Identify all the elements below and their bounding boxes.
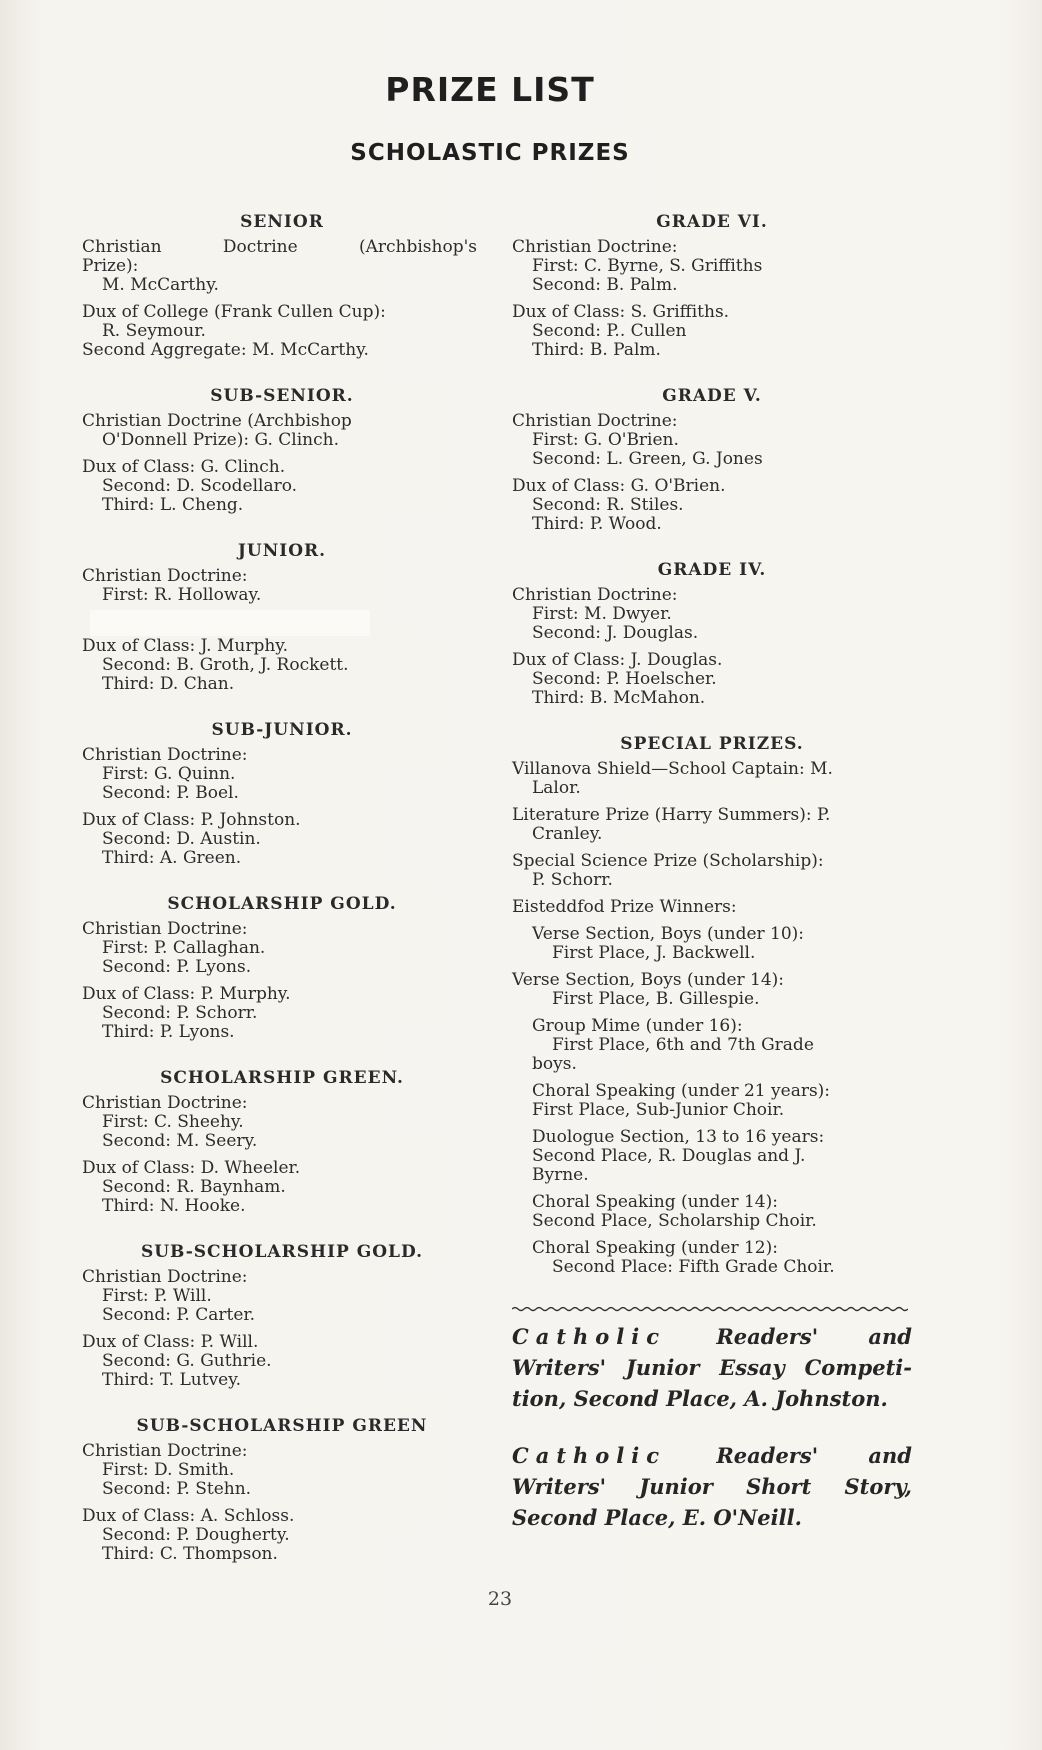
text-word: Short [746,1474,812,1499]
text-word: (Archbishop's [358,237,477,257]
catholic-story-award [512,1440,912,1533]
text-line: Second: P. Boel. [102,783,239,803]
text-line: Dux of Class: J. Murphy. [82,636,289,656]
text-line: Special Science Prize (Scholarship): [512,851,824,871]
text-line: Second: B. Groth, J. Rockett. [102,655,349,675]
section-heading: SPECIAL PRIZES. [620,734,804,754]
text-line: Second: P. Dougherty. [102,1525,290,1545]
text-line: Third: C. Thompson. [102,1544,278,1564]
text-line: First Place, J. Backwell. [552,943,756,963]
text-word: Christian [82,237,162,257]
text-word: and [868,1443,912,1468]
catholic-essay-award [512,1321,912,1414]
section-heading: SCHOLARSHIP GREEN. [160,1068,404,1088]
section-grade-iv [512,560,912,708]
text-line: Second Aggregate: M. McCarthy. [82,340,369,360]
text-line: Third: D. Chan. [102,674,235,694]
text-line: Christian Doctrine: [82,566,248,586]
text-line: tion, Second Place, A. Johnston. [512,1386,888,1411]
section-scholarship-green [82,1068,482,1216]
text-line: Choral Speaking (under 14): [532,1192,778,1212]
section-heading: GRADE IV. [657,560,767,580]
text-line: First: C. Byrne, S. Griffiths [532,256,763,276]
text-word: Story, [844,1474,912,1499]
section-heading: SUB-SENIOR. [210,386,354,406]
text-line: Cranley. [532,824,603,844]
section-scholarship-gold [82,894,482,1042]
section-grade-v [512,386,912,534]
text-word: Catholic [512,1324,667,1349]
text-line: Third: B. Palm. [532,340,661,360]
text-line: Third: P. Lyons. [102,1022,235,1042]
text-line: First: D. Smith. [102,1460,235,1480]
text-line: Second: D. Austin. [102,829,261,849]
text-word: Junior [625,1355,700,1380]
text-line: Christian Doctrine: [512,585,678,605]
text-word: Writers' [512,1474,607,1499]
text-line: First: R. Holloway. [102,585,262,605]
text-line: Second: B. Palm. [532,275,678,295]
text-line [82,238,477,257]
text-line: Christian Doctrine (Archbishop [82,411,352,431]
text-line: Second: P. Stehn. [102,1479,252,1499]
text-line: Second: P. Carter. [102,1305,256,1325]
text-line: First Place, Sub-Junior Choir. [532,1100,785,1120]
text-line: First: C. Sheehy. [102,1112,244,1132]
text-line: Third: A. Green. [102,848,242,868]
text-line: M. McCarthy. [102,275,219,295]
section-heading: SUB-JUNIOR. [211,720,353,740]
text-line: Choral Speaking (under 12): [532,1238,778,1258]
text-word: Readers' [716,1324,819,1349]
text-line: Third: L. Cheng. [102,495,244,515]
text-line [512,1471,912,1502]
text-line: Second Place, R. Douglas and J. [532,1146,806,1166]
text-line: Second Place: Fifth Grade Choir. [552,1257,835,1277]
section-sub-senior [82,386,482,515]
text-line: Second: R. Baynham. [102,1177,286,1197]
text-line: Dux of Class: S. Griffiths. [512,302,730,322]
text-line: Dux of Class: P. Johnston. [82,810,301,830]
text-word: Readers' [716,1443,819,1468]
right-column [512,212,912,1533]
redaction-patch [90,610,370,636]
text-line: Christian Doctrine: [512,411,678,431]
text-line: Second: P. Schorr. [102,1003,258,1023]
text-line: Duologue Section, 13 to 16 years: [532,1127,825,1147]
text-line: Second: L. Green, G. Jones [532,449,763,469]
page-title: PRIZE LIST [385,70,595,109]
text-line: First: P. Callaghan. [102,938,266,958]
text-line: Second Place, Scholarship Choir. [532,1211,817,1231]
text-line: Second: R. Stiles. [532,495,684,515]
section-special-prizes [512,734,912,1277]
text-line: Second: M. Seery. [102,1131,258,1151]
text-line: Dux of Class: J. Douglas. [512,650,723,670]
text-line: Dux of Class: P. Murphy. [82,984,291,1004]
section-grade-vi [512,212,912,360]
section-senior [82,212,482,360]
text-line: Dux of Class: G. Clinch. [82,457,286,477]
text-line: First Place, 6th and 7th Grade [552,1035,814,1055]
text-line: Eisteddfod Prize Winners: [512,897,737,917]
text-line [512,1321,912,1352]
wavy-divider [512,1306,908,1312]
text-line: Second: D. Scodellaro. [102,476,298,496]
text-line: First: P. Will. [102,1286,212,1306]
text-line: Second: G. Guthrie. [102,1351,272,1371]
text-line: Third: N. Hooke. [102,1196,246,1216]
text-line: O'Donnell Prize): G. Clinch. [102,430,339,450]
text-line: First: G. Quinn. [102,764,236,784]
text-line: Second: P. Lyons. [102,957,252,977]
text-line: Verse Section, Boys (under 14): [512,970,785,990]
text-line: Group Mime (under 16): [532,1016,743,1036]
text-line: Third: T. Lutvey. [102,1370,241,1390]
text-line: First: G. O'Brien. [532,430,679,450]
text-word: Competi- [804,1355,912,1380]
text-line: R. Seymour. [102,321,206,341]
text-line: First: M. Dwyer. [532,604,672,624]
section-sub-scholarship-green [82,1416,482,1564]
text-line: Christian Doctrine: [82,919,248,939]
text-line: Literature Prize (Harry Summers): P. [512,805,831,825]
text-line: Villanova Shield—School Captain: M. [512,759,833,779]
text-line: Second: P. Hoelscher. [532,669,717,689]
section-heading: GRADE VI. [656,212,768,232]
text-word: Junior [639,1474,713,1499]
text-word: Doctrine [222,237,298,257]
text-line: Third: B. McMahon. [532,688,706,708]
text-line: Christian Doctrine: [82,745,248,765]
section-sub-scholarship-gold [82,1242,482,1390]
text-word: Essay [719,1355,785,1380]
section-heading: JUNIOR. [237,541,327,561]
text-line: Christian Doctrine: [82,1441,248,1461]
text-line: Dux of Class: P. Will. [82,1332,259,1352]
text-line: Verse Section, Boys (under 10): [532,924,805,944]
section-sub-junior [82,720,482,868]
section-heading: SENIOR [240,212,324,232]
text-line: Third: P. Wood. [532,514,662,534]
text-line: Second: P.. Cullen [532,321,687,341]
text-word: Writers' [512,1355,607,1380]
text-line: Dux of Class: G. O'Brien. [512,476,726,496]
page-subtitle: SCHOLASTIC PRIZES [350,140,630,166]
section-heading: SUB-SCHOLARSHIP GOLD. [140,1242,424,1262]
text-line: P. Schorr. [532,870,613,890]
text-line: Byrne. [532,1165,589,1185]
text-line: Dux of Class: D. Wheeler. [82,1158,301,1178]
text-line: Christian Doctrine: [82,1093,248,1113]
text-line: Lalor. [532,778,581,798]
text-line: Prize): [82,256,139,276]
text-line: boys. [532,1054,577,1074]
text-line: Second: J. Douglas. [532,623,699,643]
text-line: Christian Doctrine: [512,237,678,257]
text-line [512,1352,912,1383]
text-line: First Place, B. Gillespie. [552,989,760,1009]
left-column [82,212,482,1564]
text-word: and [868,1324,912,1349]
section-heading: SCHOLARSHIP GOLD. [167,894,397,914]
text-line: Christian Doctrine: [82,1267,248,1287]
text-line: Dux of College (Frank Cullen Cup): [82,302,386,322]
text-line: Dux of Class: A. Schloss. [82,1506,295,1526]
text-line [512,1440,912,1471]
text-word: Catholic [512,1443,667,1468]
section-heading: GRADE V. [662,386,762,406]
section-heading: SUB-SCHOLARSHIP GREEN [136,1416,428,1436]
page-number: 23 [487,1588,513,1610]
text-line: Second Place, E. O'Neill. [512,1505,802,1530]
text-line: Choral Speaking (under 21 years): [532,1081,831,1101]
